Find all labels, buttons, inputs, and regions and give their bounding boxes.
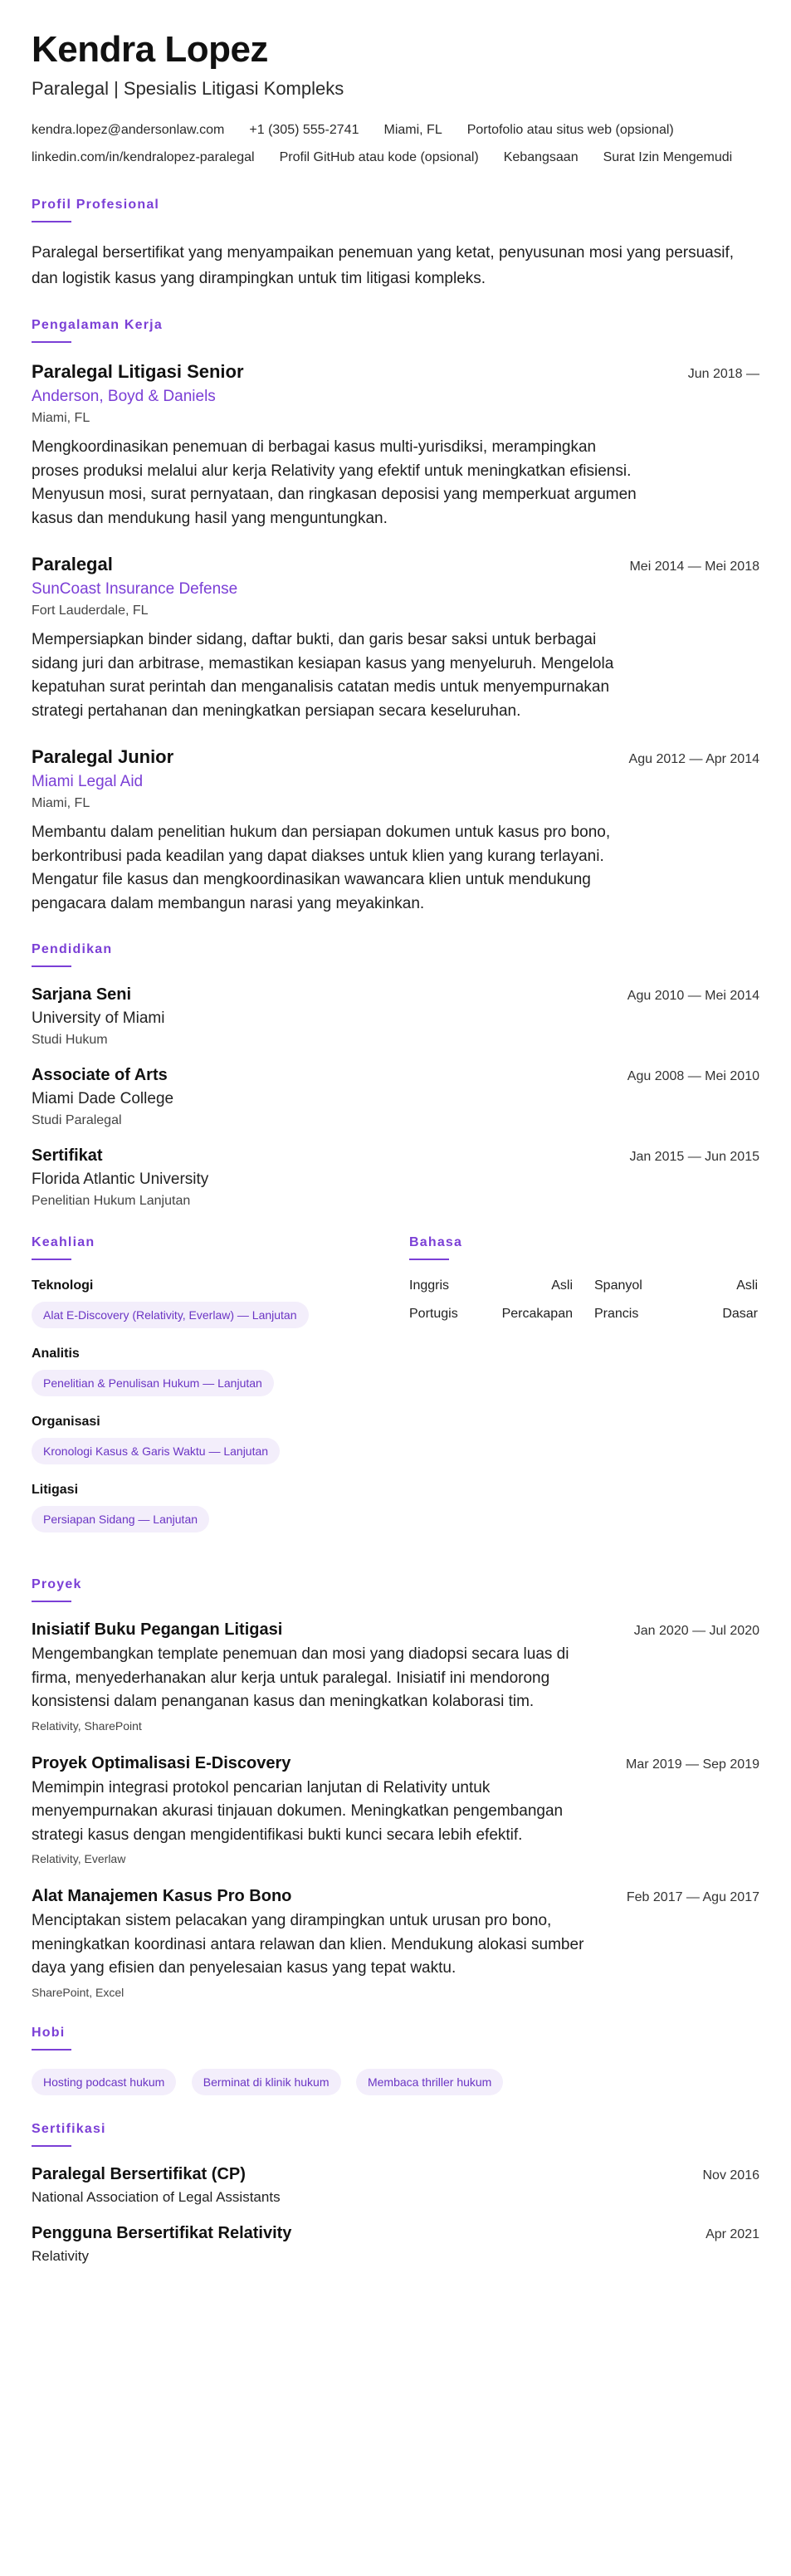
- job-location: Miami, FL: [32, 411, 90, 426]
- job-company: SunCoast Insurance Defense: [32, 580, 238, 599]
- hobby-chip: Berminat di klinik hukum: [192, 2069, 341, 2095]
- resume-header: [32, 30, 759, 171]
- section-title: Bahasa: [409, 1235, 463, 1250]
- certification-date: Apr 2021: [706, 2227, 759, 2241]
- skill-chip: Persiapan Sidang — Lanjutan: [32, 1506, 209, 1532]
- certification-name: Paralegal Bersertifikat (CP): [32, 2164, 246, 2183]
- job-location: Miami, FL: [32, 796, 90, 811]
- section-title: Hobi: [32, 2025, 66, 2040]
- section-divider: [32, 965, 71, 967]
- education-section: [32, 942, 759, 1209]
- language-item: [409, 1307, 573, 1322]
- education-dates: Agu 2008 — Mei 2010: [627, 1069, 759, 1084]
- project-tech: SharePoint, Excel: [32, 1985, 125, 1999]
- language-name: Spanyol: [594, 1278, 642, 1293]
- project-entry: [32, 1887, 759, 1999]
- certification-date: Nov 2016: [702, 2168, 759, 2183]
- section-title: Keahlian: [32, 1235, 95, 1250]
- certification-entry: [32, 2224, 759, 2265]
- education-school: Miami Dade College: [32, 1090, 174, 1108]
- summary-section: [32, 198, 759, 291]
- contact-phone[interactable]: +1 (305) 555-2741: [249, 123, 359, 138]
- certifications-section: [32, 2122, 759, 2265]
- education-field: Penelitian Hukum Lanjutan: [32, 1194, 191, 1209]
- summary-text: Paralegal bersertifikat yang menyampaikan penemuan yang ketat, penyusunan mosi yang persuasif, dan logistik kasus yang dirampingkan untuk tim litigasi kompleks.: [32, 244, 735, 287]
- language-item: [594, 1307, 758, 1322]
- section-divider: [32, 341, 71, 343]
- hobby-list: [32, 2069, 759, 2095]
- projects-section: [32, 1577, 759, 1999]
- education-school: Florida Atlantic University: [32, 1171, 209, 1189]
- language-level: Asli: [736, 1278, 758, 1293]
- job-dates: Jun 2018 —: [687, 367, 759, 382]
- job-company: Miami Legal Aid: [32, 773, 144, 791]
- education-dates: Agu 2010 — Mei 2014: [627, 989, 759, 1004]
- language-name: Prancis: [594, 1307, 639, 1322]
- education-field: Studi Paralegal: [32, 1113, 122, 1128]
- candidate-name: Kendra Lopez: [32, 29, 268, 70]
- certification-entry: [32, 2165, 759, 2206]
- project-tech: Relativity, Everlaw: [32, 1852, 126, 1866]
- job-entry: [32, 361, 759, 530]
- section-divider: [32, 1259, 71, 1260]
- section-divider: [32, 2049, 71, 2051]
- job-description: Membantu dalam penelitian hukum dan persiapan dokumen untuk kasus pro bono, berkontribusi pada keadilan yang dapat diakses untuk klien yang kurang terlayani. Mengatur file kasus dan mengkoordinasikan wawancara klien untuk mendukung pengacara dalam membangun narasi yang meyakinkan.: [32, 824, 611, 912]
- contact-email[interactable]: kendra.lopez@andersonlaw.com: [32, 123, 225, 138]
- job-dates: Agu 2012 — Apr 2014: [628, 752, 759, 767]
- education-school: University of Miami: [32, 1009, 165, 1028]
- project-title: Alat Manajemen Kasus Pro Bono: [32, 1887, 292, 1906]
- job-title: Paralegal Litigasi Senior: [32, 361, 244, 383]
- language-item: [409, 1278, 573, 1293]
- language-level: Percakapan: [501, 1307, 573, 1322]
- skill-group: [32, 1415, 409, 1483]
- skill-category: Teknologi: [32, 1278, 94, 1293]
- education-entry: [32, 1146, 759, 1209]
- section-divider: [32, 221, 71, 222]
- project-entry: [32, 1620, 759, 1733]
- project-dates: Feb 2017 — Agu 2017: [626, 1890, 759, 1905]
- section-divider: [32, 1601, 71, 1602]
- experience-section: [32, 318, 759, 916]
- education-entry: [32, 1066, 759, 1128]
- project-title: Inisiatif Buku Pegangan Litigasi: [32, 1620, 283, 1640]
- section-divider: [409, 1259, 449, 1260]
- job-entry: [32, 746, 759, 916]
- language-name: Inggris: [409, 1278, 450, 1293]
- language-item: [594, 1278, 758, 1293]
- contact-nationality: Kebangsaan: [503, 150, 579, 165]
- section-title: Pengalaman Kerja: [32, 318, 163, 333]
- skills-languages-row: [32, 1235, 759, 1551]
- skills-section: [32, 1235, 409, 1551]
- job-company: Anderson, Boyd & Daniels: [32, 388, 216, 406]
- education-entry: [32, 985, 759, 1048]
- job-title: Paralegal: [32, 554, 113, 575]
- education-degree: Sarjana Seni: [32, 985, 132, 1004]
- skill-category: Organisasi: [32, 1415, 100, 1430]
- language-level: Asli: [551, 1278, 573, 1293]
- candidate-headline: Paralegal | Spesialis Litigasi Kompleks: [32, 78, 344, 100]
- section-title: Proyek: [32, 1577, 82, 1592]
- hobby-chip: Membaca thriller hukum: [356, 2069, 503, 2095]
- project-tech: Relativity, SharePoint: [32, 1718, 142, 1733]
- contact-github[interactable]: Profil GitHub atau kode (opsional): [279, 150, 479, 165]
- contact-info: [32, 116, 759, 171]
- section-divider: [32, 2145, 71, 2147]
- contact-linkedin[interactable]: linkedin.com/in/kendralopez-paralegal: [32, 150, 255, 165]
- languages-section: [409, 1235, 758, 1551]
- job-location: Fort Lauderdale, FL: [32, 604, 149, 618]
- project-description: Mengembangkan template penemuan dan mosi yang diadopsi secara luas di firma, menyederhanakan alur kerja untuk paralegal. Inisiatif ini mendorong konsistensi dalam penanganan kasus dan meningkatkan kolaborasi tim.: [32, 1645, 569, 1711]
- project-dates: Jan 2020 — Jul 2020: [633, 1624, 759, 1639]
- job-entry: [32, 554, 759, 723]
- certification-issuer: Relativity: [32, 2247, 89, 2264]
- language-name: Portugis: [409, 1307, 458, 1322]
- hobbies-section: [32, 2026, 759, 2095]
- contact-portfolio[interactable]: Portofolio atau situs web (opsional): [466, 123, 674, 138]
- section-title: Sertifikasi: [32, 2121, 106, 2136]
- project-entry: [32, 1754, 759, 1866]
- section-title: Profil Profesional: [32, 198, 160, 213]
- education-dates: Jan 2015 — Jun 2015: [629, 1150, 759, 1165]
- certification-name: Pengguna Bersertifikat Relativity: [32, 2223, 292, 2242]
- skill-category: Analitis: [32, 1347, 80, 1361]
- skill-category: Litigasi: [32, 1483, 79, 1498]
- skill-chip: Alat E-Discovery (Relativity, Everlaw) — Lanjutan: [32, 1302, 309, 1328]
- education-field: Studi Hukum: [32, 1033, 108, 1048]
- hobby-chip: Hosting podcast hukum: [32, 2069, 176, 2095]
- job-dates: Mei 2014 — Mei 2018: [629, 560, 759, 574]
- languages-grid: [409, 1278, 758, 1322]
- job-description: Mengkoordinasikan penemuan di berbagai kasus multi-yurisdiksi, merampingkan proses produksi melalui alur kerja Relativity yang efektif untuk meningkatkan efisiensi. Menyusun mosi, surat pernyataan, dan ringkasan deposisi yang memperkuat argumen kasus dan mendukung hasil yang menguntungkan.: [32, 438, 637, 527]
- section-title: Pendidikan: [32, 942, 113, 957]
- contact-location: Miami, FL: [383, 123, 442, 138]
- skill-group: [32, 1278, 409, 1347]
- language-level: Dasar: [722, 1307, 758, 1322]
- project-title: Proyek Optimalisasi E-Discovery: [32, 1753, 291, 1772]
- project-description: Menciptakan sistem pelacakan yang dirampingkan untuk urusan pro bono, meningkatkan koordinasi antara relawan dan klien. Mendukung alokasi sumber daya yang efisien dan penyelesaian kasus yang tepat waktu.: [32, 1912, 584, 1977]
- job-description: Mempersiapkan binder sidang, daftar bukti, dan garis besar saksi untuk berbagai sidang juri dan arbitrase, memastikan kesiapan kasus yang menyeluruh. Mengelola kepatuhan surat perintah dan menganalisis catatan medis untuk menyempurnakan strategi pertahanan dan meningkatkan persiapan secara keseluruhan.: [32, 631, 614, 720]
- education-degree: Associate of Arts: [32, 1066, 168, 1085]
- skill-group: [32, 1347, 409, 1415]
- project-description: Memimpin integrasi protokol pencarian lanjutan di Relativity untuk menyempurnakan akurasi tinjauan dokumen. Meningkatkan pengembangan strategi kasus dengan mengidentifikasi bukti kunci secara lebih efektif.: [32, 1778, 564, 1844]
- skill-chip: Penelitian & Penulisan Hukum — Lanjutan: [32, 1370, 274, 1396]
- certification-issuer: National Association of Legal Assistants: [32, 2188, 281, 2205]
- contact-drivers-license: Surat Izin Mengemudi: [603, 150, 733, 165]
- education-degree: Sertifikat: [32, 1146, 103, 1166]
- skill-group: [32, 1483, 409, 1551]
- skill-chip: Kronologi Kasus & Garis Waktu — Lanjutan: [32, 1438, 280, 1464]
- project-dates: Mar 2019 — Sep 2019: [626, 1757, 759, 1772]
- job-title: Paralegal Junior: [32, 746, 174, 768]
